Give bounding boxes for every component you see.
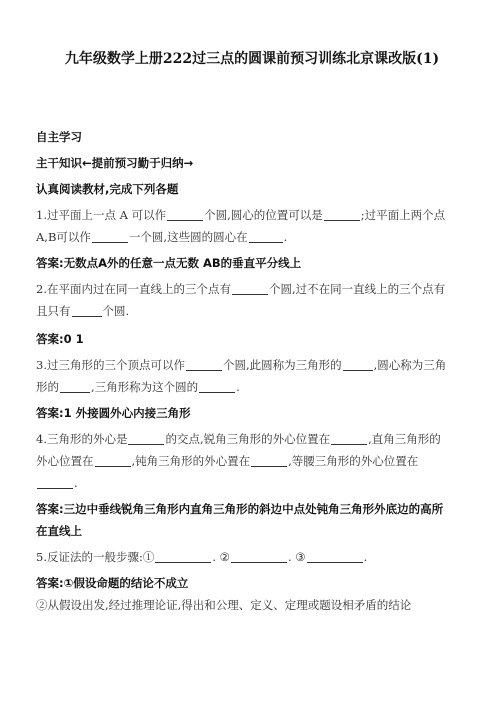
answer-blank [167, 208, 203, 221]
answer-2: 答案:0 1 [36, 332, 84, 346]
question-5 [36, 546, 468, 568]
question-2-line-1 [36, 278, 468, 300]
answer-blank [37, 476, 73, 489]
question-text: 形的 [36, 380, 59, 394]
question-text: . [283, 230, 288, 244]
answer-blank [231, 550, 287, 563]
answer-blank [249, 230, 283, 243]
answer-blank [186, 358, 222, 371]
answer-4-line-2: 在直线上 [36, 524, 82, 538]
answer-blank [251, 454, 287, 467]
question-text: . ③ [287, 550, 306, 564]
question-text: ,三角形称为这个圆的 [91, 380, 199, 394]
question-text: 3.过三角形的三个顶点可以作 [36, 358, 185, 372]
question-text: 1.过平面上一点 A 可以作 [36, 208, 167, 222]
document-body [36, 126, 468, 616]
question-text: . [363, 550, 368, 564]
question-text: 且只有 [36, 304, 71, 318]
question-text: . [236, 380, 240, 394]
question-2-line-2 [36, 300, 468, 322]
answer-blank [331, 432, 367, 445]
answer-blank [324, 208, 360, 221]
question-4-line-2 [36, 450, 468, 472]
section-main-knowledge: 主干知识←提前预习勤于归纳→ [36, 156, 194, 170]
question-text: 一个圆,这些圆的圆心在 [128, 230, 248, 244]
question-text: 2.在平面内过在同一直线上的三个点有 [36, 282, 231, 296]
question-text: 个圆,过不在同一直线上的三个点有 [268, 282, 446, 296]
answer-blank [60, 380, 90, 393]
answer-blank [307, 550, 363, 563]
question-text: 个圆. [102, 304, 130, 318]
answer-4-line-1: 答案:三边中垂线锐角三角形内直角三角形的斜边中点处钝角三角形外底边的高所 [36, 502, 444, 516]
question-text: ,钝角三角形的外心置在 [131, 454, 251, 468]
answer-blank [232, 282, 268, 295]
answer-3: 答案:1 外接圆外心内接三角形 [36, 406, 191, 420]
question-4-line-1 [36, 428, 468, 450]
answer-blank [199, 380, 235, 393]
answer-blank [92, 230, 128, 243]
question-text: 5.反证法的一般步骤:① [36, 550, 155, 564]
question-text: ,等腰三角形的外心位置在 [288, 454, 419, 468]
question-3-line-1 [36, 354, 468, 376]
question-text: 4.三角形的外心是 [36, 432, 128, 446]
question-text: 的交点,锐角三角形的外心位置在 [165, 432, 331, 446]
question-text: 外心位置在 [36, 454, 94, 468]
question-1-line-2 [36, 226, 468, 248]
answer-blank [155, 550, 211, 563]
question-3-line-2 [36, 376, 468, 398]
document-title: 九年级数学上册222过三点的圆课前预习训练北京课改版(1) [64, 51, 440, 67]
section-read-textbook: 认真阅读教材,完成下列各题 [36, 182, 179, 196]
question-4-line-3 [36, 472, 468, 494]
section-self-study: 自主学习 [36, 130, 82, 144]
answer-blank [72, 304, 102, 317]
answer-blank [95, 454, 131, 467]
question-text: ;过平面上两个点 [360, 208, 446, 222]
question-text: ,圆心称为三角 [373, 358, 447, 372]
question-text: 个圆,此圆称为三角形的 [222, 358, 342, 372]
answer-1: 答案:无数点A外的任意一点无数 AB的垂直平分线上 [36, 256, 302, 270]
question-text: . [74, 476, 78, 490]
question-text: 个圆,圆心的位置可以是 [204, 208, 323, 222]
answer-blank [343, 358, 373, 371]
question-text: A,B可以作 [36, 230, 91, 244]
answer-blank [128, 432, 164, 445]
answer-5: 答案:①假设命题的结论不成立 [36, 576, 189, 590]
question-1-line-1 [36, 204, 468, 226]
question-text: ,直角三角形的 [368, 432, 441, 446]
question-text: . ② [212, 550, 230, 564]
answer-5-step-2: ②从假设出发,经过推理论证,得出和公理、定义、定理或题设相矛盾的结论 [36, 598, 412, 612]
